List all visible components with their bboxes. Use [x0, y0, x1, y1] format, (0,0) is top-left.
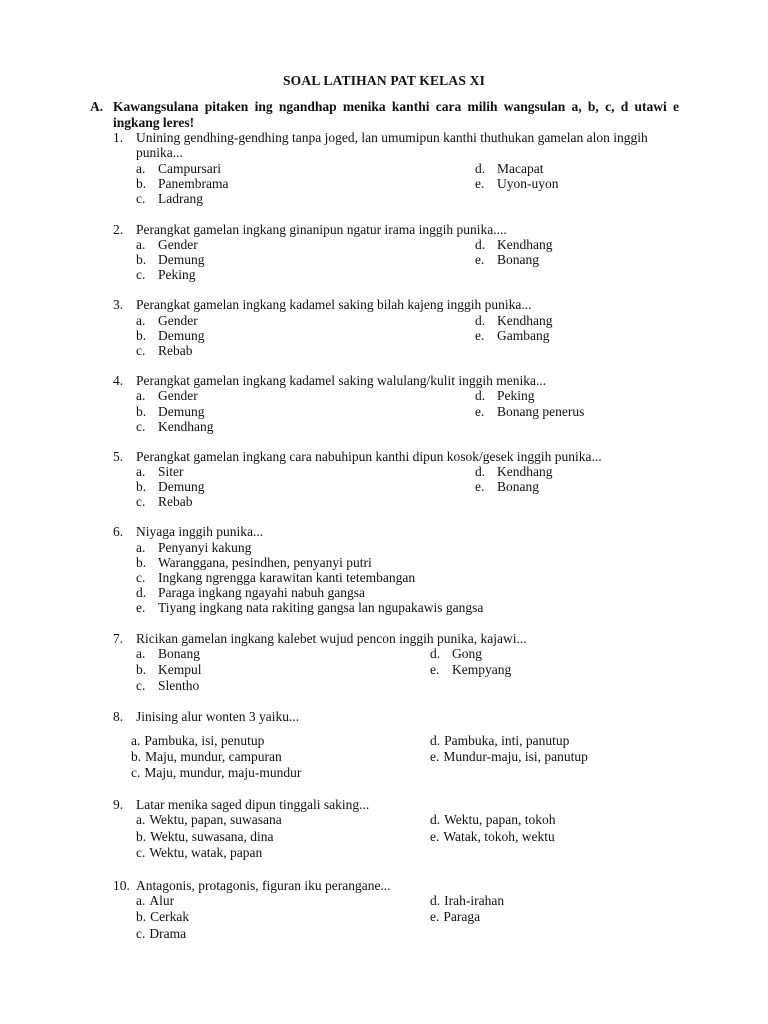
answer-option-b — [136, 252, 205, 267]
option-letter: a. — [136, 161, 146, 176]
answer-option-d — [430, 812, 556, 827]
option-letter: b. — [136, 829, 147, 844]
option-letter: d. — [430, 733, 441, 748]
question-number: 10. — [113, 878, 130, 893]
option-text: Rebab — [158, 494, 193, 509]
option-text: Kendhang — [497, 313, 553, 328]
question-8 — [113, 709, 683, 780]
option-letter: d. — [475, 388, 486, 403]
option-letter: e. — [430, 829, 440, 844]
answer-option-b — [136, 909, 189, 924]
option-letter: a. — [136, 540, 146, 555]
section-letter: A. — [90, 99, 104, 114]
option-text: Bonang penerus — [497, 404, 585, 419]
option-text: Rebab — [158, 343, 193, 358]
option-text: Bonang — [497, 479, 539, 494]
option-text: Kempyang — [452, 662, 512, 677]
option-letter: d. — [475, 161, 486, 176]
answer-option-a — [136, 893, 174, 908]
option-text: Campursari — [158, 161, 221, 176]
answer-option-b — [136, 176, 228, 191]
option-text: Gender — [158, 237, 198, 252]
question-number: 3. — [113, 297, 124, 312]
option-text: Drama — [149, 926, 187, 941]
option-text: Siter — [158, 464, 184, 479]
answer-option-b — [136, 404, 205, 419]
option-letter: c. — [136, 926, 146, 941]
option-text: Macapat — [497, 161, 544, 176]
question-7 — [113, 631, 683, 693]
option-text: Maju, mundur, campuran — [145, 749, 282, 764]
document-title: SOAL LATIHAN PAT KELAS XI — [282, 73, 486, 88]
option-text: Kendhang — [158, 419, 214, 434]
section-instruction: Kawangsulana pitaken ing ngandhap menika kanthi cara milih wangsulan a, b, c, d utawi e ingkang leres! — [113, 99, 679, 130]
option-letter: e. — [430, 749, 440, 764]
answer-option-a — [136, 540, 251, 555]
option-text: Gender — [158, 313, 198, 328]
option-text: Uyon-uyon — [497, 176, 559, 191]
answer-option-a — [136, 464, 184, 479]
option-text: Bonang — [497, 252, 539, 267]
option-letter: c. — [136, 845, 146, 860]
option-text: Demung — [158, 479, 205, 494]
answer-option-c — [136, 678, 199, 693]
question-text: Jinising alur wonten 3 yaiku... — [136, 709, 300, 724]
answer-option-e — [475, 479, 539, 494]
option-letter: e. — [475, 252, 485, 267]
option-letter: c. — [131, 765, 141, 780]
option-letter: b. — [136, 909, 147, 924]
option-letter: a. — [136, 812, 146, 827]
option-text: Tiyang ingkang nata rakiting gangsa lan ngupakawis gangsa — [158, 600, 484, 615]
answer-option-c — [136, 845, 262, 860]
question-number: 9. — [113, 797, 124, 812]
option-text: Ladrang — [158, 191, 203, 206]
option-letter: d. — [475, 313, 486, 328]
option-letter: d. — [475, 464, 486, 479]
option-letter: d. — [430, 893, 441, 908]
option-text: Wektu, watak, papan — [149, 845, 263, 860]
question-text: Unining gendhing-gendhing tanpa joged, lan umumipun kanthi thuthukan gamelan alon inggih punika... — [136, 130, 648, 161]
option-text: Gambang — [497, 328, 550, 343]
option-text: Waranggana, pesindhen, penyanyi putri — [158, 555, 372, 570]
answer-option-c — [131, 765, 301, 780]
option-letter: c. — [136, 267, 146, 282]
answer-option-b — [136, 328, 205, 343]
answer-option-d — [430, 733, 569, 748]
option-letter: a. — [136, 237, 146, 252]
option-letter: c. — [136, 494, 146, 509]
option-text: Kendhang — [497, 237, 553, 252]
question-2 — [113, 222, 683, 282]
answer-option-b — [131, 749, 282, 764]
option-letter: e. — [475, 479, 485, 494]
answer-option-e — [430, 749, 588, 764]
option-text: Irah-irahan — [444, 893, 505, 908]
answer-option-c — [136, 267, 196, 282]
option-letter: e. — [136, 600, 146, 615]
option-text: Pambuka, inti, panutup — [444, 733, 570, 748]
option-letter: e. — [475, 404, 485, 419]
answer-option-e — [475, 176, 559, 191]
option-text: Watak, tokoh, wektu — [443, 829, 555, 844]
option-letter: e. — [475, 176, 485, 191]
answer-option-a — [136, 812, 282, 827]
question-number: 8. — [113, 709, 124, 724]
option-letter: c. — [136, 570, 146, 585]
answer-option-c — [136, 191, 203, 206]
option-text: Demung — [158, 404, 205, 419]
answer-option-a — [136, 313, 198, 328]
question-text: Perangkat gamelan ingkang cara nabuhipun kanthi dipun kosok/gesek inggih punika... — [136, 449, 602, 464]
option-text: Kendhang — [497, 464, 553, 479]
question-3 — [113, 297, 683, 358]
option-letter: b. — [136, 555, 147, 570]
answer-option-e — [475, 404, 584, 419]
option-text: Penyanyi kakung — [158, 540, 252, 555]
question-10 — [113, 878, 683, 941]
option-text: Cerkak — [150, 909, 190, 924]
answer-option-b — [136, 479, 205, 494]
option-letter: a. — [136, 313, 146, 328]
option-letter: b. — [136, 479, 147, 494]
answer-option-e — [430, 909, 480, 924]
option-letter: e. — [430, 909, 440, 924]
question-text: Niyaga inggih punika... — [136, 524, 264, 539]
option-letter: a. — [136, 893, 146, 908]
option-text: Bonang — [158, 646, 200, 661]
option-text: Gong — [452, 646, 482, 661]
question-number: 7. — [113, 631, 124, 646]
option-letter: c. — [136, 678, 146, 693]
option-letter: d. — [430, 646, 441, 661]
option-letter: c. — [136, 419, 146, 434]
option-text: Gender — [158, 388, 198, 403]
question-5 — [113, 449, 683, 509]
option-text: Demung — [158, 252, 205, 267]
answer-option-d — [475, 161, 543, 176]
question-4 — [113, 373, 683, 434]
option-text: Pambuka, isi, penutup — [144, 733, 265, 748]
option-text: Mundur-maju, isi, panutup — [443, 749, 588, 764]
question-text: Perangkat gamelan ingkang kadamel saking bilah kajeng inggih punika... — [136, 297, 532, 312]
option-letter: c. — [136, 343, 146, 358]
answer-option-c — [136, 343, 193, 358]
question-6 — [113, 524, 683, 615]
option-text: Wektu, papan, suwasana — [149, 812, 282, 827]
answer-option-d — [430, 893, 504, 908]
question-text: Antagonis, protagonis, figuran iku perangane... — [136, 878, 391, 893]
answer-option-a — [136, 388, 198, 403]
answer-option-a — [131, 733, 264, 748]
option-text: Peking — [158, 267, 196, 282]
option-text: Maju, mundur, maju-mundur — [144, 765, 302, 780]
option-letter: d. — [475, 237, 486, 252]
answer-option-c — [136, 926, 186, 941]
question-number: 5. — [113, 449, 124, 464]
answer-option-b — [136, 555, 372, 570]
answer-option-a — [136, 161, 221, 176]
option-letter: b. — [136, 176, 147, 191]
answer-option-b — [136, 662, 202, 677]
option-text: Panembrama — [158, 176, 229, 191]
option-letter: a. — [136, 646, 146, 661]
option-text: Peking — [497, 388, 535, 403]
answer-option-b — [136, 829, 274, 844]
answer-option-c — [136, 494, 193, 509]
question-1 — [113, 130, 683, 206]
option-text: Ingkang ngrengga karawitan kanti tetembangan — [158, 570, 416, 585]
question-text: Latar menika saged dipun tinggali saking... — [136, 797, 370, 812]
option-letter: b. — [136, 404, 147, 419]
option-letter: c. — [136, 191, 146, 206]
option-text: Wektu, suwasana, dina — [150, 829, 274, 844]
option-letter: b. — [136, 662, 147, 677]
option-letter: a. — [131, 733, 141, 748]
question-text: Perangkat gamelan ingkang kadamel saking walulang/kulit inggih menika... — [136, 373, 547, 388]
answer-option-d — [475, 464, 552, 479]
answer-option-d — [475, 313, 552, 328]
answer-option-e — [475, 328, 549, 343]
option-letter: d. — [430, 812, 441, 827]
option-letter: b. — [136, 252, 147, 267]
answer-option-d — [475, 388, 535, 403]
answer-option-d — [136, 585, 365, 600]
option-text: Paraga ingkang ngayahi nabuh gangsa — [158, 585, 365, 600]
answer-option-d — [430, 646, 482, 661]
option-text: Demung — [158, 328, 205, 343]
answer-option-c — [136, 570, 415, 585]
question-text: Perangkat gamelan ingkang ginanipun ngatur irama inggih punika.... — [136, 222, 507, 237]
option-letter: e. — [430, 662, 440, 677]
option-letter: b. — [131, 749, 142, 764]
option-text: Kempul — [158, 662, 202, 677]
answer-option-c — [136, 419, 213, 434]
answer-option-a — [136, 646, 200, 661]
option-text: Paraga — [443, 909, 481, 924]
question-number: 1. — [113, 130, 124, 145]
question-9 — [113, 797, 683, 860]
question-number: 4. — [113, 373, 124, 388]
option-letter: a. — [136, 388, 146, 403]
answer-option-e — [475, 252, 539, 267]
question-number: 6. — [113, 524, 124, 539]
answer-option-e — [136, 600, 483, 615]
answer-option-d — [475, 237, 552, 252]
option-text: Alur — [149, 893, 175, 908]
answer-option-e — [430, 662, 511, 677]
option-letter: a. — [136, 464, 146, 479]
option-letter: d. — [136, 585, 147, 600]
question-number: 2. — [113, 222, 124, 237]
option-text: Slentho — [158, 678, 200, 693]
answer-option-a — [136, 237, 198, 252]
option-letter: b. — [136, 328, 147, 343]
option-text: Wektu, papan, tokoh — [444, 812, 556, 827]
answer-option-e — [430, 829, 555, 844]
question-text: Ricikan gamelan ingkang kalebet wujud pencon inggih punika, kajawi... — [136, 631, 527, 646]
option-letter: e. — [475, 328, 485, 343]
